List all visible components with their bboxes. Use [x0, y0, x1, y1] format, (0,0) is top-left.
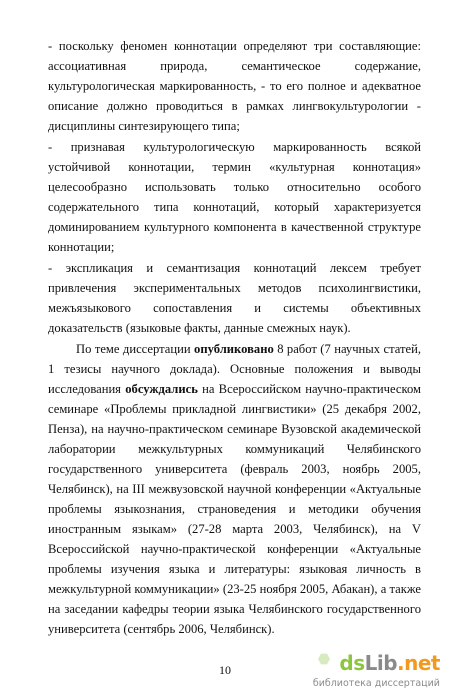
watermark-subtitle: библиотека диссертаций — [312, 678, 440, 689]
para-text-e: на Всероссийском научно-практическом семинаре «Проблемы прикладной лингвистики» (25 декабря 2002, Пенза), на научно-практическом семинаре Вузовской академической лаборатории межкультурных коммуникаций Челябинского государственного университета (февраль 2003, ноябрь 2005, Челябинск), на III межвузовской научной конференции «Актуальные проблемы языкознания, страноведения и методики обучения иностранным языкам» (27-28 марта 2003, Челябинск), на V Всероссийской научно-практической конференции «Актуальные проблемы изучения языка и литературы: языковая личность в межкультурной коммуникации» (23-25 ноября 2005, Абакан), а также на заседании кафедры теории языка Челябинского государственного университета (сентябрь 2006, Челябинск). — [48, 382, 422, 636]
text-column — [48, 36, 421, 640]
watermark — [312, 651, 440, 693]
list-item-1: - поскольку феномен коннотации определяют три составляющие: ассоциативная природа, семантическое содержание, культурологическая маркированность, - то его полное и адекватное описание должно проводиться в рамках лингвокультурологии - дисциплины синтезирующего типа; — [48, 39, 421, 133]
para-text-c: 8 работ (7 научных статей, 1 тезисы научного доклада). Основные положения и выводы исследования — [48, 342, 421, 396]
logo-ds: ds — [339, 651, 365, 675]
page-number: 10 — [219, 663, 231, 677]
para-bold-published: опубликовано — [194, 342, 274, 356]
publications-paragraph — [48, 339, 421, 639]
watermark-logo — [339, 651, 440, 675]
logo-net: .net — [397, 651, 440, 675]
list-item-2: - признавая культурологическую маркированность всякой устойчивой коннотации, термин «культурная коннотация» целесообразно использовать только относительно особого содержательного типа коннотаций, который характеризуется доминированием культурного компонента в качественной структуре коннотации; — [48, 140, 421, 254]
logo-lib: Lib — [364, 651, 398, 675]
para-bold-discussed: обсуждались — [125, 382, 198, 396]
list-item-3: - экспликация и семантизация коннотаций лексем требует привлечения экспериментальных методов психолингвистики, межъязыкового сопоставления и системы объективных доказательств (языковые факты, данные смежных наук). — [48, 261, 421, 335]
para-text-a: По теме диссертации — [76, 342, 195, 356]
